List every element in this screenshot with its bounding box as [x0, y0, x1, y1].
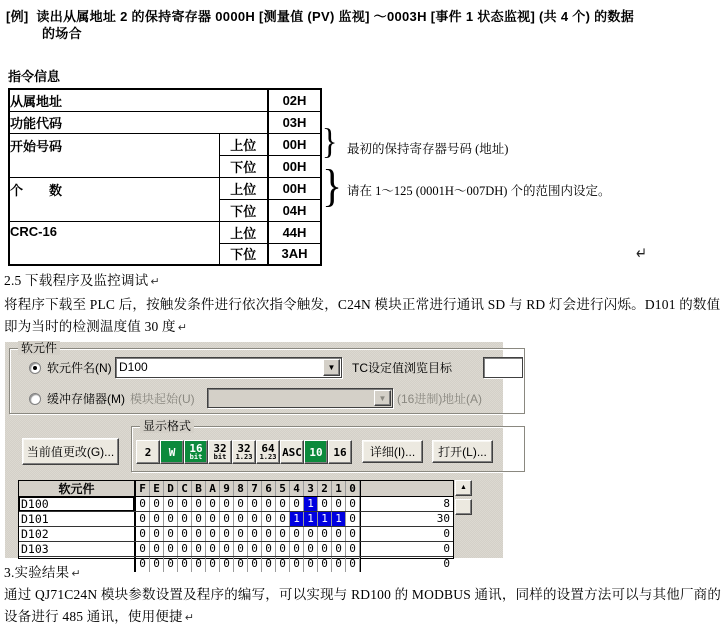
- bit-cell[interactable]: 0: [178, 527, 192, 541]
- bit-cell[interactable]: 0: [290, 542, 304, 556]
- bit-cell[interactable]: 0: [234, 512, 248, 526]
- bit-cell[interactable]: 0: [318, 497, 332, 511]
- bit-cell[interactable]: 0: [220, 542, 234, 556]
- bit-cell[interactable]: 0: [276, 527, 290, 541]
- bit-header: 0: [346, 481, 360, 496]
- paragraph-mark: ↵: [177, 321, 188, 334]
- bit-cell[interactable]: 0: [178, 557, 192, 572]
- bit-header: 4: [290, 481, 304, 496]
- bit-cell[interactable]: 0: [206, 527, 220, 541]
- bit-header: F: [136, 481, 150, 496]
- bit-cells: [136, 512, 360, 526]
- hex-label: (16进制): [397, 392, 443, 406]
- bit-cell[interactable]: 0: [304, 527, 318, 541]
- example-heading-line2: 的场合: [42, 26, 82, 41]
- module-start-combobox: [207, 388, 393, 408]
- bit-cell[interactable]: 1: [290, 512, 304, 526]
- cmd-value: 44H: [268, 221, 321, 243]
- monitor-row: [19, 497, 453, 512]
- bit-cell[interactable]: 0: [164, 542, 178, 556]
- format-toolbar: [136, 440, 352, 464]
- device-name-cell[interactable]: D100: [19, 497, 136, 511]
- bit-cell[interactable]: 0: [178, 497, 192, 511]
- bit-cell[interactable]: 0: [192, 527, 206, 541]
- bit-cell[interactable]: 0: [136, 497, 150, 511]
- bit-cell[interactable]: 0: [192, 542, 206, 556]
- brace-icon: }: [321, 121, 338, 161]
- annotation-start-number: 最初的保持寄存器号码 (地址): [347, 142, 509, 156]
- table-row: [9, 111, 321, 133]
- device-monitor-dialog: [5, 341, 503, 570]
- monitor-row: [19, 542, 453, 557]
- bit-cell[interactable]: 0: [332, 527, 346, 541]
- cmd-value: 04H: [268, 199, 321, 221]
- para-3-line2: 设备进行 485 通讯，使用便捷 ↵: [4, 609, 195, 624]
- format-button-2[interactable]: 2: [136, 440, 160, 464]
- bit-header: A: [206, 481, 220, 496]
- bit-cell[interactable]: 0: [276, 512, 290, 526]
- bit-header: 3: [304, 481, 318, 496]
- device-name-cell[interactable]: D101: [19, 512, 136, 526]
- bit-cells: [136, 527, 360, 541]
- example-prefix: [例]: [6, 9, 29, 24]
- bit-cells: [136, 497, 360, 511]
- paragraph-mark: ↵: [184, 611, 195, 624]
- bit-cell[interactable]: 0: [192, 557, 206, 572]
- cmd-label: CRC-16: [9, 221, 219, 265]
- bit-cell[interactable]: 0: [178, 512, 192, 526]
- bit-cell[interactable]: 0: [206, 497, 220, 511]
- bit-cell[interactable]: 0: [290, 497, 304, 511]
- bit-cells: [136, 542, 360, 556]
- format-button-64-123[interactable]: 64 1.23: [256, 440, 280, 464]
- bit-cell[interactable]: 0: [290, 557, 304, 572]
- address-label: 地址(A): [442, 392, 482, 406]
- device-monitor-table: [18, 480, 454, 570]
- device-value-cell[interactable]: 0: [360, 542, 453, 556]
- display-format-title: 显示格式: [140, 419, 194, 433]
- chevron-down-icon: ▼: [374, 390, 391, 406]
- bit-cell[interactable]: 0: [164, 497, 178, 511]
- device-value-cell[interactable]: 30: [360, 512, 453, 526]
- bit-header: D: [164, 481, 178, 496]
- bit-cell[interactable]: 0: [332, 557, 346, 572]
- bit-cell[interactable]: 0: [304, 557, 318, 572]
- tc-target-label: TC设定值浏览目标: [352, 361, 452, 375]
- bit-cell[interactable]: 0: [136, 542, 150, 556]
- bit-cell[interactable]: 0: [234, 497, 248, 511]
- bit-cell[interactable]: 0: [234, 527, 248, 541]
- format-button-32-123[interactable]: 32 1.23: [232, 440, 256, 464]
- bit-cell[interactable]: 0: [262, 557, 276, 572]
- bit-cell[interactable]: 0: [178, 542, 192, 556]
- bit-cell[interactable]: 0: [164, 557, 178, 572]
- bit-cell[interactable]: 0: [332, 497, 346, 511]
- bit-cell[interactable]: 0: [150, 542, 164, 556]
- bit-cell[interactable]: 0: [136, 512, 150, 526]
- device-name-cell[interactable]: D102: [19, 527, 136, 541]
- bit-cell[interactable]: 0: [206, 557, 220, 572]
- format-button-16[interactable]: 16: [328, 440, 352, 464]
- monitor-row: [19, 527, 453, 542]
- bit-cell[interactable]: 0: [318, 542, 332, 556]
- paragraph-mark: ↵: [150, 275, 160, 288]
- bit-cell[interactable]: 0: [318, 527, 332, 541]
- para-3-line1: 通过 QJ71C24N 模块参数设置及程序的编写，可以实现与 RD100 的 MODBUS 通讯，同样的设置方法可以与其他厂商的: [4, 587, 721, 602]
- bit-cell[interactable]: 0: [248, 527, 262, 541]
- bit-cell[interactable]: 0: [346, 542, 360, 556]
- open-button[interactable]: 打开(L)...: [432, 440, 493, 463]
- format-button-asc[interactable]: ASC: [280, 440, 304, 464]
- bit-cell[interactable]: 0: [192, 497, 206, 511]
- bit-cell[interactable]: 0: [262, 527, 276, 541]
- table-row: [9, 177, 321, 199]
- bit-header: E: [150, 481, 164, 496]
- buffer-memory-radio[interactable]: [29, 393, 41, 405]
- section-2-5-title: 2.5 下载程序及监控调试 ↵: [4, 273, 160, 288]
- device-name-combobox[interactable]: [115, 357, 342, 378]
- table-row: [9, 89, 321, 111]
- device-value-cell[interactable]: 0: [360, 557, 453, 572]
- section-3-title: 3.实验结果 ↵: [4, 565, 81, 580]
- device-name-value: D100: [119, 360, 148, 374]
- para-2-5-line2: 即为当时的检测温度值 30 度 ↵: [4, 319, 188, 334]
- bit-cell[interactable]: 0: [164, 527, 178, 541]
- bit-cell[interactable]: 1: [332, 512, 346, 526]
- value-column-header: [360, 481, 453, 496]
- bit-cell[interactable]: 0: [206, 542, 220, 556]
- paragraph-mark: ↵: [71, 567, 81, 580]
- bit-cell[interactable]: 0: [234, 542, 248, 556]
- bit-cell[interactable]: 0: [234, 557, 248, 572]
- cmd-sublabel: 上位: [219, 221, 268, 243]
- change-current-value-button[interactable]: 当前值更改(G)...: [22, 438, 119, 465]
- bit-cell[interactable]: 1: [304, 512, 318, 526]
- buffer-memory-radio-label: 缓冲存储器(M): [47, 392, 125, 406]
- bit-cell[interactable]: 0: [220, 497, 234, 511]
- device-value-cell[interactable]: 8: [360, 497, 453, 511]
- bit-cell[interactable]: 0: [136, 557, 150, 572]
- bit-header: 1: [332, 481, 346, 496]
- bit-cell[interactable]: 0: [318, 557, 332, 572]
- monitor-row: [19, 557, 453, 572]
- bit-header: 9: [220, 481, 234, 496]
- cmd-label: 开始号码: [9, 133, 219, 177]
- device-groupbox-title: 软元件: [18, 341, 60, 355]
- monitor-header-row: [19, 481, 453, 497]
- bit-cell[interactable]: 0: [164, 512, 178, 526]
- scrollbar-thumb[interactable]: [455, 499, 472, 515]
- annotation-count-range: 请在 1～125 (0001H～007DH) 个的范围内设定。: [347, 184, 611, 198]
- bit-cell[interactable]: 0: [248, 557, 262, 572]
- cmd-label: 功能代码: [9, 111, 268, 133]
- bit-cell[interactable]: 0: [150, 557, 164, 572]
- command-info-title: 指令信息: [8, 69, 61, 84]
- bit-cells: [136, 557, 360, 572]
- bit-cell[interactable]: 0: [220, 512, 234, 526]
- monitor-rows: [19, 497, 453, 572]
- bit-cell[interactable]: 0: [220, 527, 234, 541]
- bit-cell[interactable]: 0: [332, 542, 346, 556]
- table-row: [9, 221, 321, 243]
- cmd-value: 00H: [268, 177, 321, 199]
- cmd-sublabel: 下位: [219, 243, 268, 265]
- bit-cell[interactable]: 0: [346, 512, 360, 526]
- chevron-down-icon[interactable]: ▼: [323, 359, 340, 376]
- bit-cell[interactable]: 0: [262, 542, 276, 556]
- bit-cell[interactable]: 0: [276, 497, 290, 511]
- bit-cell[interactable]: 0: [346, 497, 360, 511]
- cmd-value: 02H: [268, 89, 321, 111]
- format-button-w[interactable]: W: [160, 440, 184, 464]
- format-button-10[interactable]: 10: [304, 440, 328, 464]
- command-table: [8, 88, 322, 266]
- bit-header: 7: [248, 481, 262, 496]
- device-name-cell[interactable]: D103: [19, 542, 136, 556]
- detail-button[interactable]: 详细(I)...: [362, 440, 423, 463]
- cmd-value: 00H: [268, 155, 321, 177]
- bit-cell[interactable]: 0: [220, 557, 234, 572]
- format-button-32-bit[interactable]: 32 bit: [208, 440, 232, 464]
- cmd-sublabel: 上位: [219, 133, 268, 155]
- example-heading-line1: [例] 读出从属地址 2 的保持寄存器 0000H [测量值 (PV) 监视] ～0003H [事件 1 状态监视] (共 4 个) 的数据: [6, 9, 635, 24]
- device-value-cell[interactable]: 0: [360, 527, 453, 541]
- device-column-header: 软元件: [19, 481, 136, 496]
- text-cursor-icon: ↵: [636, 243, 647, 264]
- cmd-value: 00H: [268, 133, 321, 155]
- bit-cell[interactable]: 0: [262, 497, 276, 511]
- bit-header: 2: [318, 481, 332, 496]
- bit-cell[interactable]: 0: [276, 542, 290, 556]
- cmd-value: 03H: [268, 111, 321, 133]
- bit-cell[interactable]: 0: [136, 527, 150, 541]
- bit-cell[interactable]: 0: [346, 527, 360, 541]
- monitor-row: [19, 512, 453, 527]
- cmd-label: 个 数: [9, 177, 219, 221]
- scroll-up-button[interactable]: ▲: [455, 480, 472, 496]
- device-name-radio[interactable]: [29, 362, 41, 374]
- bit-cell[interactable]: 0: [248, 542, 262, 556]
- bit-header: 8: [234, 481, 248, 496]
- bit-cell[interactable]: 0: [276, 557, 290, 572]
- format-button-16-bit[interactable]: 16 bit: [184, 440, 208, 464]
- bit-cell[interactable]: 0: [192, 512, 206, 526]
- bit-cell[interactable]: 0: [304, 542, 318, 556]
- bit-cell[interactable]: 0: [262, 512, 276, 526]
- bit-cell[interactable]: 0: [206, 512, 220, 526]
- bit-cell[interactable]: 0: [290, 527, 304, 541]
- bit-cell[interactable]: 0: [150, 497, 164, 511]
- bit-headers: [136, 481, 360, 496]
- tc-target-field[interactable]: [483, 357, 523, 378]
- cmd-value: 3AH: [268, 243, 321, 265]
- bit-cell[interactable]: 1: [318, 512, 332, 526]
- bit-header: C: [178, 481, 192, 496]
- cmd-sublabel: 下位: [219, 155, 268, 177]
- bit-cell[interactable]: 1: [304, 497, 318, 511]
- brace-icon: }: [322, 160, 342, 211]
- bit-cell[interactable]: 0: [150, 512, 164, 526]
- cmd-label: 从属地址: [9, 89, 268, 111]
- cmd-sublabel: 上位: [219, 177, 268, 199]
- cmd-sublabel: 下位: [219, 199, 268, 221]
- device-name-radio-label: 软元件名(N): [47, 361, 112, 375]
- bit-header: B: [192, 481, 206, 496]
- para-2-5-line1: 将程序下载至 PLC 后，按触发条件进行依次指令触发，C24N 模块正常进行通讯 SD 与 RD 灯会进行闪烁。D101 的数值: [4, 297, 721, 312]
- bit-header: 5: [276, 481, 290, 496]
- bit-cell[interactable]: 0: [248, 497, 262, 511]
- table-row: [9, 133, 321, 155]
- bit-cell[interactable]: 0: [150, 527, 164, 541]
- bit-cell[interactable]: 0: [248, 512, 262, 526]
- bit-cell[interactable]: 0: [346, 557, 360, 572]
- module-start-label: 模块起始(U): [130, 392, 195, 406]
- bit-header: 6: [262, 481, 276, 496]
